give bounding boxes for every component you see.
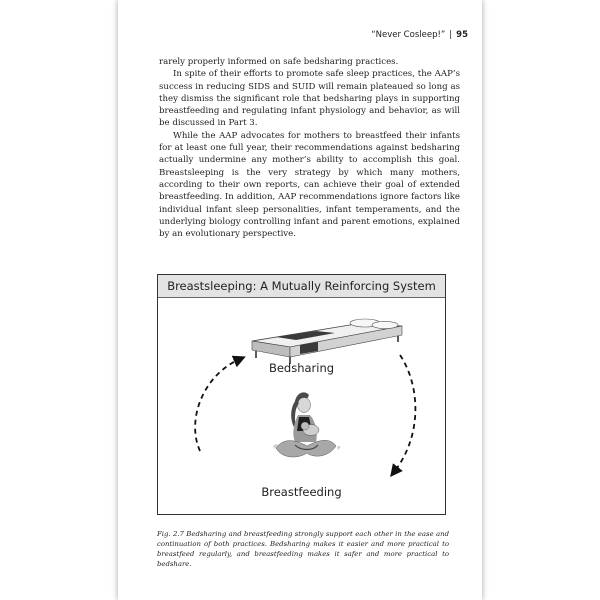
- figure-title: Breastsleeping: A Mutually Reinforcing System: [158, 275, 445, 298]
- paragraph-continuation: rarely properly informed on safe bedsharing practices.: [159, 57, 399, 67]
- figure: [157, 274, 446, 515]
- mother-breastfeeding-illustration: [273, 392, 340, 457]
- figure-illustration: [158, 275, 445, 514]
- page-number: 95: [456, 30, 468, 40]
- header-separator: |: [449, 30, 453, 40]
- book-page: [118, 0, 482, 600]
- chapter-title: “Never Cosleep!”: [371, 30, 446, 40]
- paragraph: In spite of their efforts to promote safe sleep practices, the AAP’s success in reducing SIDS and SUID will remain plateaued so long as they dismiss the significant role that bedsharing plays in supporting breastfeeding and regulating infant physiology and behavior, as will be discussed in Part 3.: [159, 69, 460, 129]
- body-text: [159, 56, 460, 240]
- paragraph: While the AAP advocates for mothers to breastfeed their infants for at least one full year, their recommendations against bedsharing actually undermine any mother’s ability to accomplish this goal. Breastsleeping is the very strategy by which many mothers, according to their own reports, can achieve their goal of extended breastfeeding. In addition, AAP recommendations ignore factors like individual infant sleep personalities, infant temperaments, and the underlying biology controlling infant and parent emotions, explained by an evolutionary perspective.: [159, 130, 460, 240]
- bed-illustration: [252, 319, 402, 364]
- figure-caption: Fig. 2.7 Bedsharing and breastfeeding strongly support each other in the ease and continuation of both practices. Bedsharing makes it easier and more practical to breastfeed regularly, and breastfeeding makes it safer and more practical to bedshare.: [157, 529, 449, 568]
- bedsharing-label: Bedsharing: [268, 361, 335, 375]
- breastfeeding-label: Breastfeeding: [261, 485, 342, 499]
- running-head: [371, 30, 468, 40]
